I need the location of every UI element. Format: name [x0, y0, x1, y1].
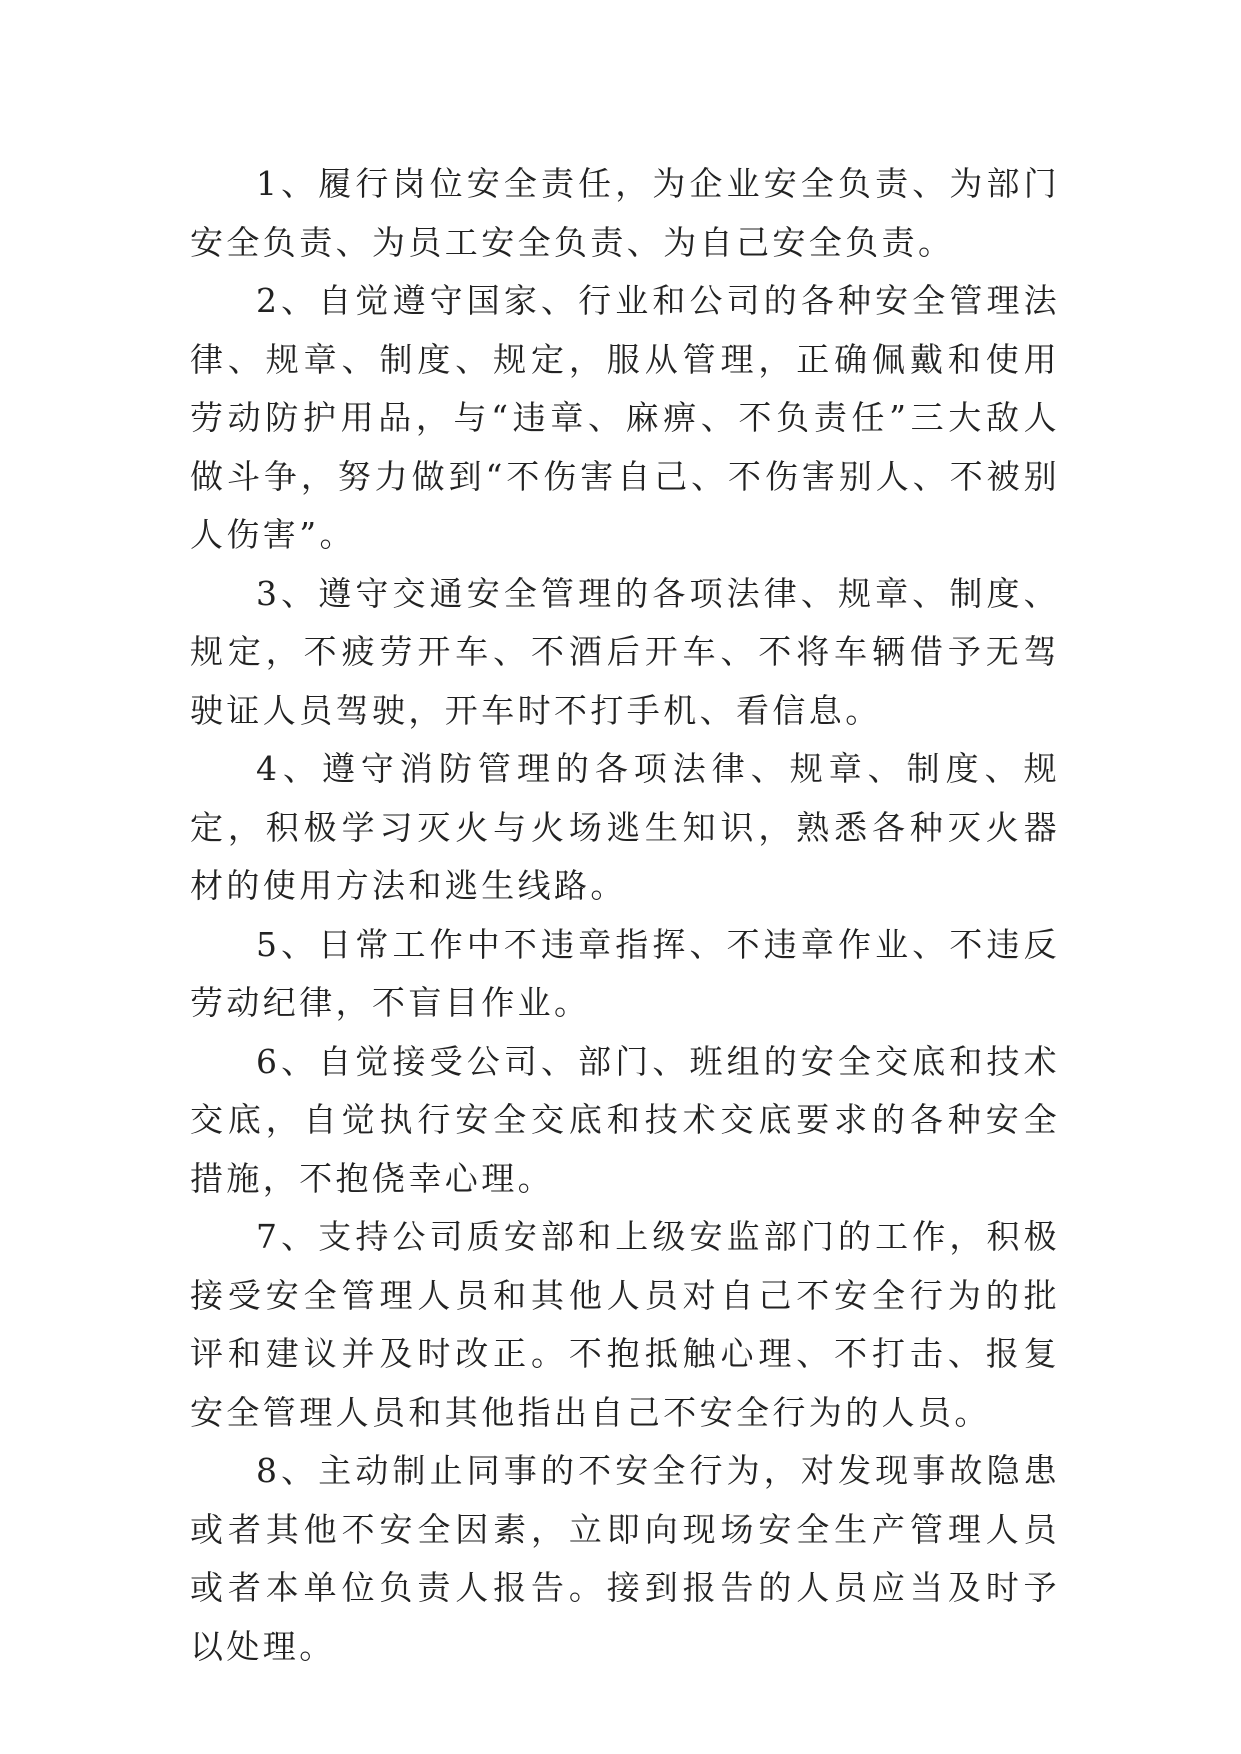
- paragraph-5: 5、日常工作中不违章指挥、不违章作业、不违反劳动纪律，不盲目作业。: [190, 924, 1060, 1022]
- paragraph-8: 8、主动制止同事的不安全行为，对发现事故隐患或者其他不安全因素，立即向现场安全生产管理人员或者本单位负责人报告。接到报告的人员应当及时予以处理。: [190, 1451, 1060, 1666]
- paragraph-6: 6、自觉接受公司、部门、班组的安全交底和技术交底，自觉执行安全交底和技术交底要求的各种安全措施，不抱侥幸心理。: [190, 1041, 1060, 1198]
- paragraph-3: 3、遵守交通安全管理的各项法律、规章、制度、规定，不疲劳开车、不酒后开车、不将车辆借予无驾驶证人员驾驶，开车时不打手机、看信息。: [190, 573, 1060, 730]
- document-body: [190, 155, 1060, 1676]
- paragraph-4: 4、遵守消防管理的各项法律、规章、制度、规定，积极学习灭火与火场逃生知识，熟悉各种灭火器材的使用方法和逃生线路。: [190, 749, 1060, 905]
- paragraph-1: 1、履行岗位安全责任，为企业安全负责、为部门安全负责、为员工安全负责、为自己安全负责。: [190, 164, 1060, 262]
- paragraph-7: 7、支持公司质安部和上级安监部门的工作，积极接受安全管理人员和其他人员对自己不安全行为的批评和建议并及时改正。不抱抵触心理、不打击、报复安全管理人员和其他指出自己不安全行为的人员。: [190, 1217, 1060, 1432]
- paragraph-2: 2、自觉遵守国家、行业和公司的各种安全管理法律、规章、制度、规定，服从管理，正确佩戴和使用劳动防护用品，与“违章、麻痹、不负责任”三大敌人做斗争，努力做到“不伤害自己、不伤害别人、不被别人伤害”。: [190, 281, 1060, 554]
